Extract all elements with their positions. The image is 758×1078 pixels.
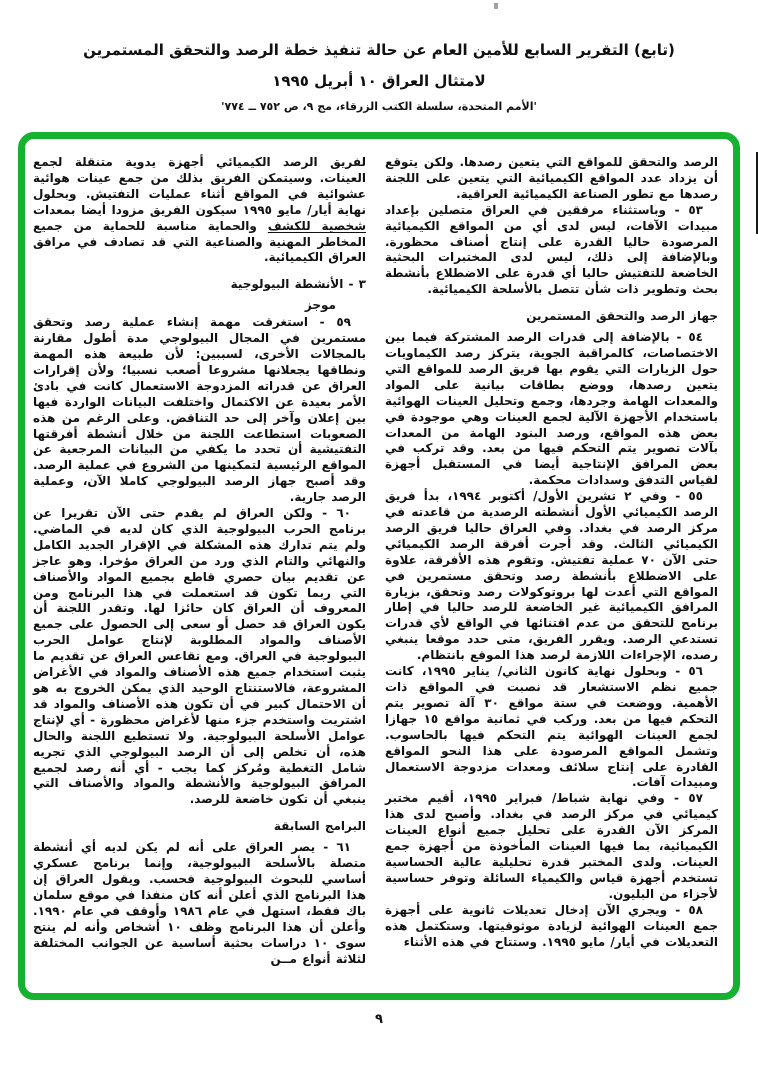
section-heading: ٣ - الأنشطة البيولوجية (230, 277, 366, 292)
paragraph: لفريق الرصد الكيميائي أجهزة يدوية متنقلة لجمع العينات. وسيتمكن الفريق بذلك من جمع عينات هوائية عشوائية في المواقع أثناء عمليات التفتيش. وبحلول نهاية أيار/ مايو ١٩٩٥ سيكون الفريق مزودا أيضا بمعدات شخصية للكشف والحماية مناسبة للحماية من جميع المخاطر المهنية والصناعية التي قد تصادف في مرافق العراق الكيميائية. (33, 155, 366, 265)
paragraph: ٦١ - يصر العراق على أنه لم يكن لديه أي أنشطة متصلة بالأسلحة البيولوجية، وإنما برنامج عسكري أساسي للبحوث البيولوجية فحسب. ويقول العراق إن هذا البرنامج الذي أعلن أنه كان منفذا في موقع سلمان باك فقط، استهل في عام ١٩٨٦ وأوقف في عام ١٩٩٠. وأعلن أن هذا البرنامج وظف ١٠ أشخاص وأنه لم ينتج سوى ١٠ دراسات بحثية أساسية عن الجوانب المختلفة لثلاثة أنواع مــن (33, 840, 367, 966)
section-heading: جهاز الرصد والتحقق المستمرين (526, 309, 718, 324)
underlined-phrase: شخصية للكشف (267, 218, 366, 233)
paragraph: ٥٨ - ويجري الآن إدخال تعديلات ثانوية على أجهزة جمع العينات الهوائية لزيادة موثوقيتها. وستكتمل هذه التعديلات في أيار/ مايو ١٩٩٥. وستتاح في هذه الأثناء (385, 902, 718, 949)
scan-artifact-dot (494, 3, 498, 9)
two-column-layout (33, 155, 718, 989)
right-column (385, 155, 718, 989)
source-citation: 'الأمم المتحدة، سلسلة الكتب الزرقاء، مج ٩، ص ٧٥٢ ــ ٧٧٤' (221, 100, 537, 113)
section-heading: موجز (304, 298, 336, 313)
paragraph: الرصد والتحقق للمواقع التي يتعين رصدها. ولكن يتوقع أن يزداد عدد المواقع الكيميائية التي يتعين على اللجنة رصدها مع تطور الصناعة الكيميائية العراقية. (385, 155, 718, 201)
page-header (0, 40, 758, 114)
paragraph: ٥٥ - وفي ٢ تشرين الأول/ أكتوبر ١٩٩٤، بدأ فريق الرصد الكيميائي الأول أنشطته الرصدية من قاعدته في مركز الرصد في بغداد. وفي العراق حاليا فريق الرصد الكيميائي الثالث. وقد أجرت أفرقة الرصد الكيميائي حتى الآن ٧٠ عملية تفتيش. وتقوم هذه الأفرقة، علاوة على الاضطلاع بأنشطة رصد وتحقق مستمرين في المواقع التي أعدت لها بروتوكولات رصد وتحقق، بزيارة المرافق الكيميائية غير الخاضعة للرصد حاليا في إطار برنامج للتحقق من عدم اقتنائها في الواقع لأي قدرات تستدعي الرصد. ويقرر الفريق، متى حدد موقعا ينبغي رصده، الإجراءات اللازمة لرصد هذا الموقع بانتظام. (385, 489, 719, 663)
paragraph: ٦٠ - ولكن العراق لم يقدم حتى الآن تقريرا عن برنامج الحرب البيولوجية الذي كان لديه في الماضي. ولم يتم تدارك هذه المشكلة في الإقرار الجديد الكامل والنهائي والتام الذي ورد من العراق مؤخرا. وهو عاجز عن تقديم بيان حصري قاطع بجميع المواد والأصناف التي ربما تكون قد استعملت في هذا البرنامج ومن المعروف أن العراق كان حائزا لها. وتقدر اللجنة أن يكون العراق قد حصل أو سعى إلى الحصول على جميع الأصناف والمواد المطلوبة لإنتاج عوامل الحرب البيولوجية في العراق. ومع تقاعس العراق عن تقديم ما يثبت استخدام جميع هذه الأصناف والمواد في الأغراض المشروعة، فالاستنتاج الوحيد الذي يمكن الخروج به هو أن الاحتمال كبير في أن تكون هذه الأصناف والمواد قد اشتريت واستخدم جزء منها لأغراض محظورة - أي لإنتاج عوامل الأسلحة البيولوجية. ولا تستطيع اللجنة والحال هذه، أن تخلص إلى أن الرصد البيولوجي الذي تجريه شامل التغطية ومُركز كما يجب - أي أنه رصد لجميع المرافق البيولوجية والأنشطة والمواد والأصناف التي ينبغي أن تكون خاضعة للرصد. (33, 506, 366, 807)
paragraph: ٥٧ - وفي نهاية شباط/ فبراير ١٩٩٥، أقيم مختبر كيميائي في مركز الرصد في بغداد. وأصبح لدى هذا المركز الآن القدرة على تحليل جميع أنواع العينات الكيميائية، بما فيها العينات المأخوذة من أجهزة جمع العينات. ولدى المختبر قدرة تحليلية عالية الحساسية تستخدم أجهزة قياس والكيمياء السائلة وتوفر حساسية لأجزاء من البليون. (385, 791, 718, 901)
report-title-line1: (تابع) التقرير السابع للأمين العام عن حالة تنفيذ خطة الرصد والتحقق المستمرين (83, 41, 675, 59)
paragraph: ٥٦ - وبحلول نهاية كانون الثاني/ يناير ١٩٩٥، كانت جميع نظم الاستشعار قد نصبت في المواقع ذات الأهمية. ووضعت في ستة مواقع ٣٠ آلة تصوير يتم التحكم فيها من بعد. وركب في ثمانية مواقع ١٥ جهازا لجمع العينات الهوائية يتم التحكم فيها بالحاسوب. وتشمل المواقع المرصودة على هذا النحو المواقع القادرة على إنتاج سلائف ومعدات مزدوجة الاستعمال ومبيدات آفات. (385, 664, 718, 790)
paragraph: ٥٩ - استغرقت مهمة إنشاء عملية رصد وتحقق مستمرين في المجال البيولوجي مدة أطول مقارنة بالمجالات الأخرى، لسببين: لأن طبيعة هذه المهمة ونطاقها يجعلانها مشروعا أصعب نسبيا؛ ولأن إقرارات العراق عن قدراته المزدوجة الاستعمال كانت في بادئ الأمر بعيدة عن الاكتمال واختلفت البيانات الواردة فيها بين إعلان وآخر إلى حد التناقض. وعلى الرغم من هذه الصعوبات استطاعت اللجنة من خلال أنشطة أفرقتها التفتيشية أن تحدد ما يكفي من البيانات المرجعية عن المواقع الرئيسية لتمكينها من الشروع في عملية الرصد. وقد أصبح جهاز الرصد البيولوجي كاملا الآن، وعملية الرصد جارية. (33, 315, 366, 505)
left-column (33, 155, 366, 989)
content-border-box (18, 132, 740, 1000)
report-title-line2: لامتثال العراق ١٠ أبريل ١٩٩٥ (272, 72, 486, 90)
page-number: ٩ (375, 1012, 383, 1027)
section-heading: البرامج السابقة (273, 819, 366, 834)
paragraph: ٥٤ - بالإضافة إلى قدرات الرصد المشتركة فيما بين الاختصاصات، كالمراقبة الجوية، يتركز رصد الكيماويات حول الزيارات التي يقوم بها فريق الرصد للمواقع التي يتعين رصدها، ووضع بطاقات بيانية على المواد والمعدات الهامة وجردها، وجمع وتحليل العينات الهوائية باستخدام الأجهزة الآلية لجمع العينات وهي موجودة في بعض هذه المواقع، ورصد البنود الهامة من المعدات بآلات تصوير يتم التحكم فيها من بعد. وقد تركب في بعض المرافق الإنتاجية أيضا في المستقبل أجهزة لقياس التدفق وسدادات محكمة. (385, 330, 718, 488)
paragraph: ٥٣ - وباستثناء مرفقين في العراق متصلين بإعداد مبيدات الآفات، ليس لدى أي من المواقع الكيميائية المرصودة حاليا القدرة على إنتاج أصناف محظورة. وبالإضافة إلى ذلك، ليس لدى المختبرات البحثية الخاضعة للتفتيش حاليا أي قدرة على الاضطلاع بأنشطة بحث وتطوير ذات شأن تتصل بالأسلحة الكيميائية. (385, 202, 718, 297)
